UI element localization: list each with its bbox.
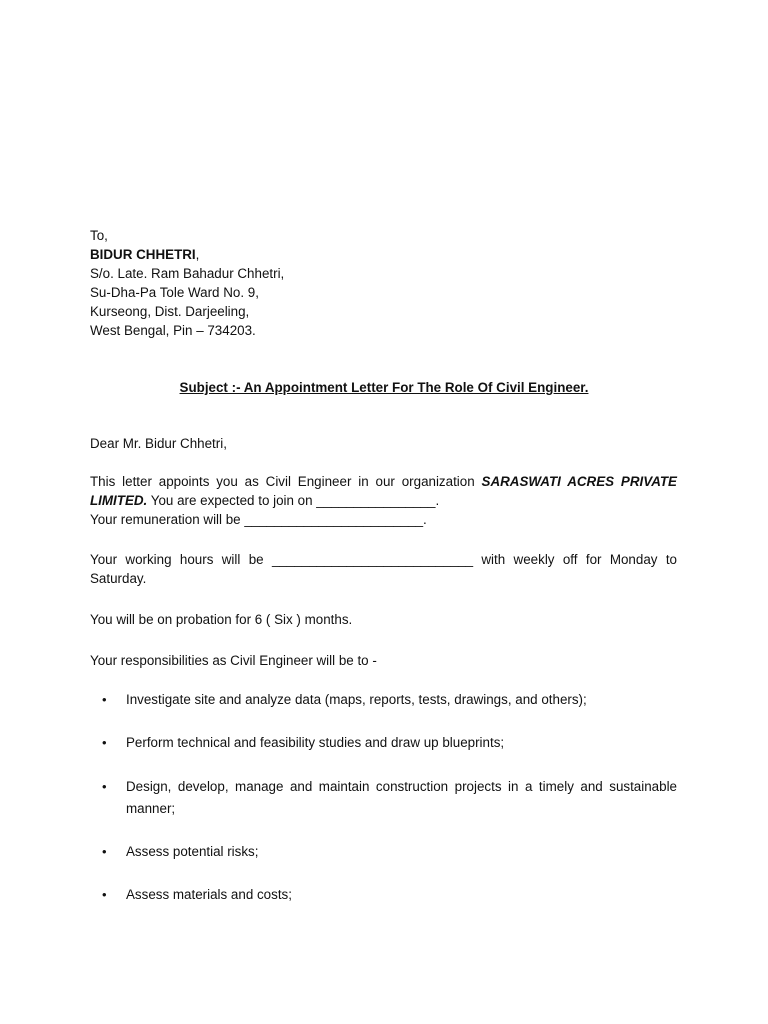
responsibility-text: Perform technical and feasibility studies and draw up blueprints; [126, 735, 505, 750]
bullet-icon: • [102, 735, 107, 750]
address-line-3: Kurseong, Dist. Darjeeling, [90, 304, 250, 319]
company-name-part1: SARASWATI ACRES PRIVATE [481, 474, 677, 489]
recipient-name-suffix: , [195, 247, 200, 262]
working-hours-line-1: Your working hours will be ___________________________ with weekly off for Monday to [90, 552, 677, 567]
appointment-line-2 [90, 491, 677, 510]
list-item [90, 733, 677, 752]
company-name-part2: LIMITED. [90, 493, 148, 508]
responsibilities-list [90, 690, 677, 928]
responsibility-text-continued: manner; [126, 801, 176, 816]
list-item [90, 885, 677, 904]
list-item [90, 776, 677, 820]
responsibility-text: Investigate site and analyze data (maps, reports, tests, drawings, and others); [126, 692, 587, 707]
working-hours-line-2: Saturday. [90, 571, 147, 586]
responsibility-text: Design, develop, manage and maintain construction projects in a timely and sustainable [126, 779, 677, 794]
working-hours-paragraph [90, 550, 677, 588]
recipient-address-block [90, 226, 650, 340]
recipient-name-line [90, 245, 650, 264]
responsibility-text: Assess potential risks; [126, 844, 259, 859]
bullet-icon: • [102, 692, 107, 707]
greeting: Dear Mr. Bidur Chhetri, [90, 436, 227, 451]
list-item [90, 690, 677, 709]
appointment-paragraph [90, 472, 677, 529]
remuneration-line: Your remuneration will be ________________________. [90, 512, 427, 527]
responsibilities-intro: Your responsibilities as Civil Engineer will be to - [90, 653, 377, 668]
list-item [90, 842, 677, 861]
address-line-4: West Bengal, Pin – 734203. [90, 323, 256, 338]
bullet-icon: • [102, 779, 107, 794]
appointment-line-1: This letter appoints you as Civil Engineer in our organization SARASWATI ACRES PRIVATE [90, 474, 677, 489]
join-date-text: You are expected to join on ________________. [147, 493, 440, 508]
address-line-1: S/o. Late. Ram Bahadur Chhetri, [90, 266, 285, 281]
address-line-2: Su-Dha-Pa Tole Ward No. 9, [90, 285, 259, 300]
salutation-to: To, [90, 228, 108, 243]
subject-line: Subject :- An Appointment Letter For The Role Of Civil Engineer. [179, 380, 589, 395]
bullet-icon: • [102, 887, 107, 902]
responsibility-text: Assess materials and costs; [126, 887, 292, 902]
recipient-name: BIDUR CHHETRI [90, 247, 196, 262]
probation-paragraph: You will be on probation for 6 ( Six ) months. [90, 612, 353, 627]
bullet-icon: • [102, 844, 107, 859]
